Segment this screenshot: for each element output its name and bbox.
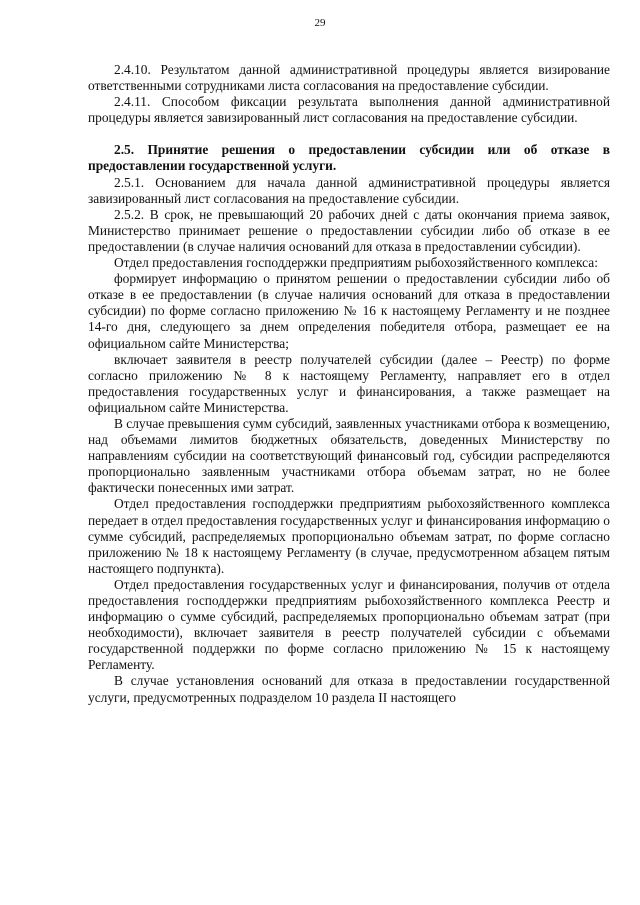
- paragraph-finance-department: Отдел предоставления государственных услуг и финансирования, получив от отдела предоставления господдержки предприятиям рыбохозяйственного комплекса Реестр и информацию о сумме субсидий, распределяемых пропорционально объемам затрат (при необходимости), включает заявителя в реестр получателей субсидии с объемами государственной поддержки по форме согласно приложению № 15 к настоящему Регламенту.: [88, 576, 610, 673]
- paragraph-includes-registry: включает заявителя в реестр получателей субсидии (далее – Реестр) по форме согласно приложению № 8 к настоящему Регламенту, направляет его в отдел предоставления государственных услуг и финансирования, а также размещает на официальном сайте Министерства.: [88, 351, 610, 415]
- paragraph-2-4-10: 2.4.10. Результатом данной административной процедуры является визирование ответственными сотрудниками листа согласования на предоставление субсидии.: [88, 62, 610, 94]
- paragraph-forms-information: формирует информацию о принятом решении о предоставлении субсидии либо об отказе в ее предоставлении (в случае наличия оснований для отказа в предоставлении субсидии) по форме согласно приложению № 16 к настоящему Регламенту и не позднее 14-го дня, следующего за днем определения победителя отбора, размещает ее на официальном сайте Министерства;: [88, 271, 610, 351]
- paragraph-2-5-2: 2.5.2. В срок, не превышающий 20 рабочих дней с даты окончания приема заявок, Министерство принимает решение о предоставлении субсидии либо об отказе в ее предоставлении (в случае наличия оснований для отказа в предоставлении субсидии).: [88, 206, 610, 254]
- paragraph-refusal-grounds: В случае установления оснований для отказа в предоставлении государственной услуги, предусмотренных подразделом 10 раздела II настоящего: [88, 673, 610, 705]
- section-heading-2-5: 2.5. Принятие решения о предоставлении субсидии или об отказе в предоставлении государственной услуги.: [88, 142, 610, 174]
- paragraph-2-4-11: 2.4.11. Способом фиксации результата выполнения данной административной процедуры является завизированный лист согласования на предоставление субсидии.: [88, 94, 610, 126]
- page-number: 29: [314, 17, 326, 29]
- paragraph-department-transfers: Отдел предоставления господдержки предприятиям рыбохозяйственного комплекса передает в отдел предоставления государственных услуг и финансирования информацию о сумме субсидий, распределяемых пропорционально объемам затрат, по форме согласно приложению № 18 к настоящему Регламенту (в случае, предусмотренном абзацем пятым настоящего подпункта).: [88, 496, 610, 576]
- paragraph-department-intro: Отдел предоставления господдержки предприятиям рыбохозяйственного комплекса:: [114, 255, 598, 271]
- document-body: [88, 62, 610, 706]
- paragraph-2-5-1: 2.5.1. Основанием для начала данной административной процедуры является завизированный лист согласования на предоставление субсидии.: [88, 174, 610, 206]
- paragraph-excess-subsidies: В случае превышения сумм субсидий, заявленных участниками отбора к возмещению, над объемами лимитов бюджетных обязательств, доведенных Министерству по направлениям субсидии на соответствующий финансовый год, субсидии распределяются пропорционально заявленным участниками отбора объемам затрат, но не более фактически понесенных ими затрат.: [88, 415, 610, 496]
